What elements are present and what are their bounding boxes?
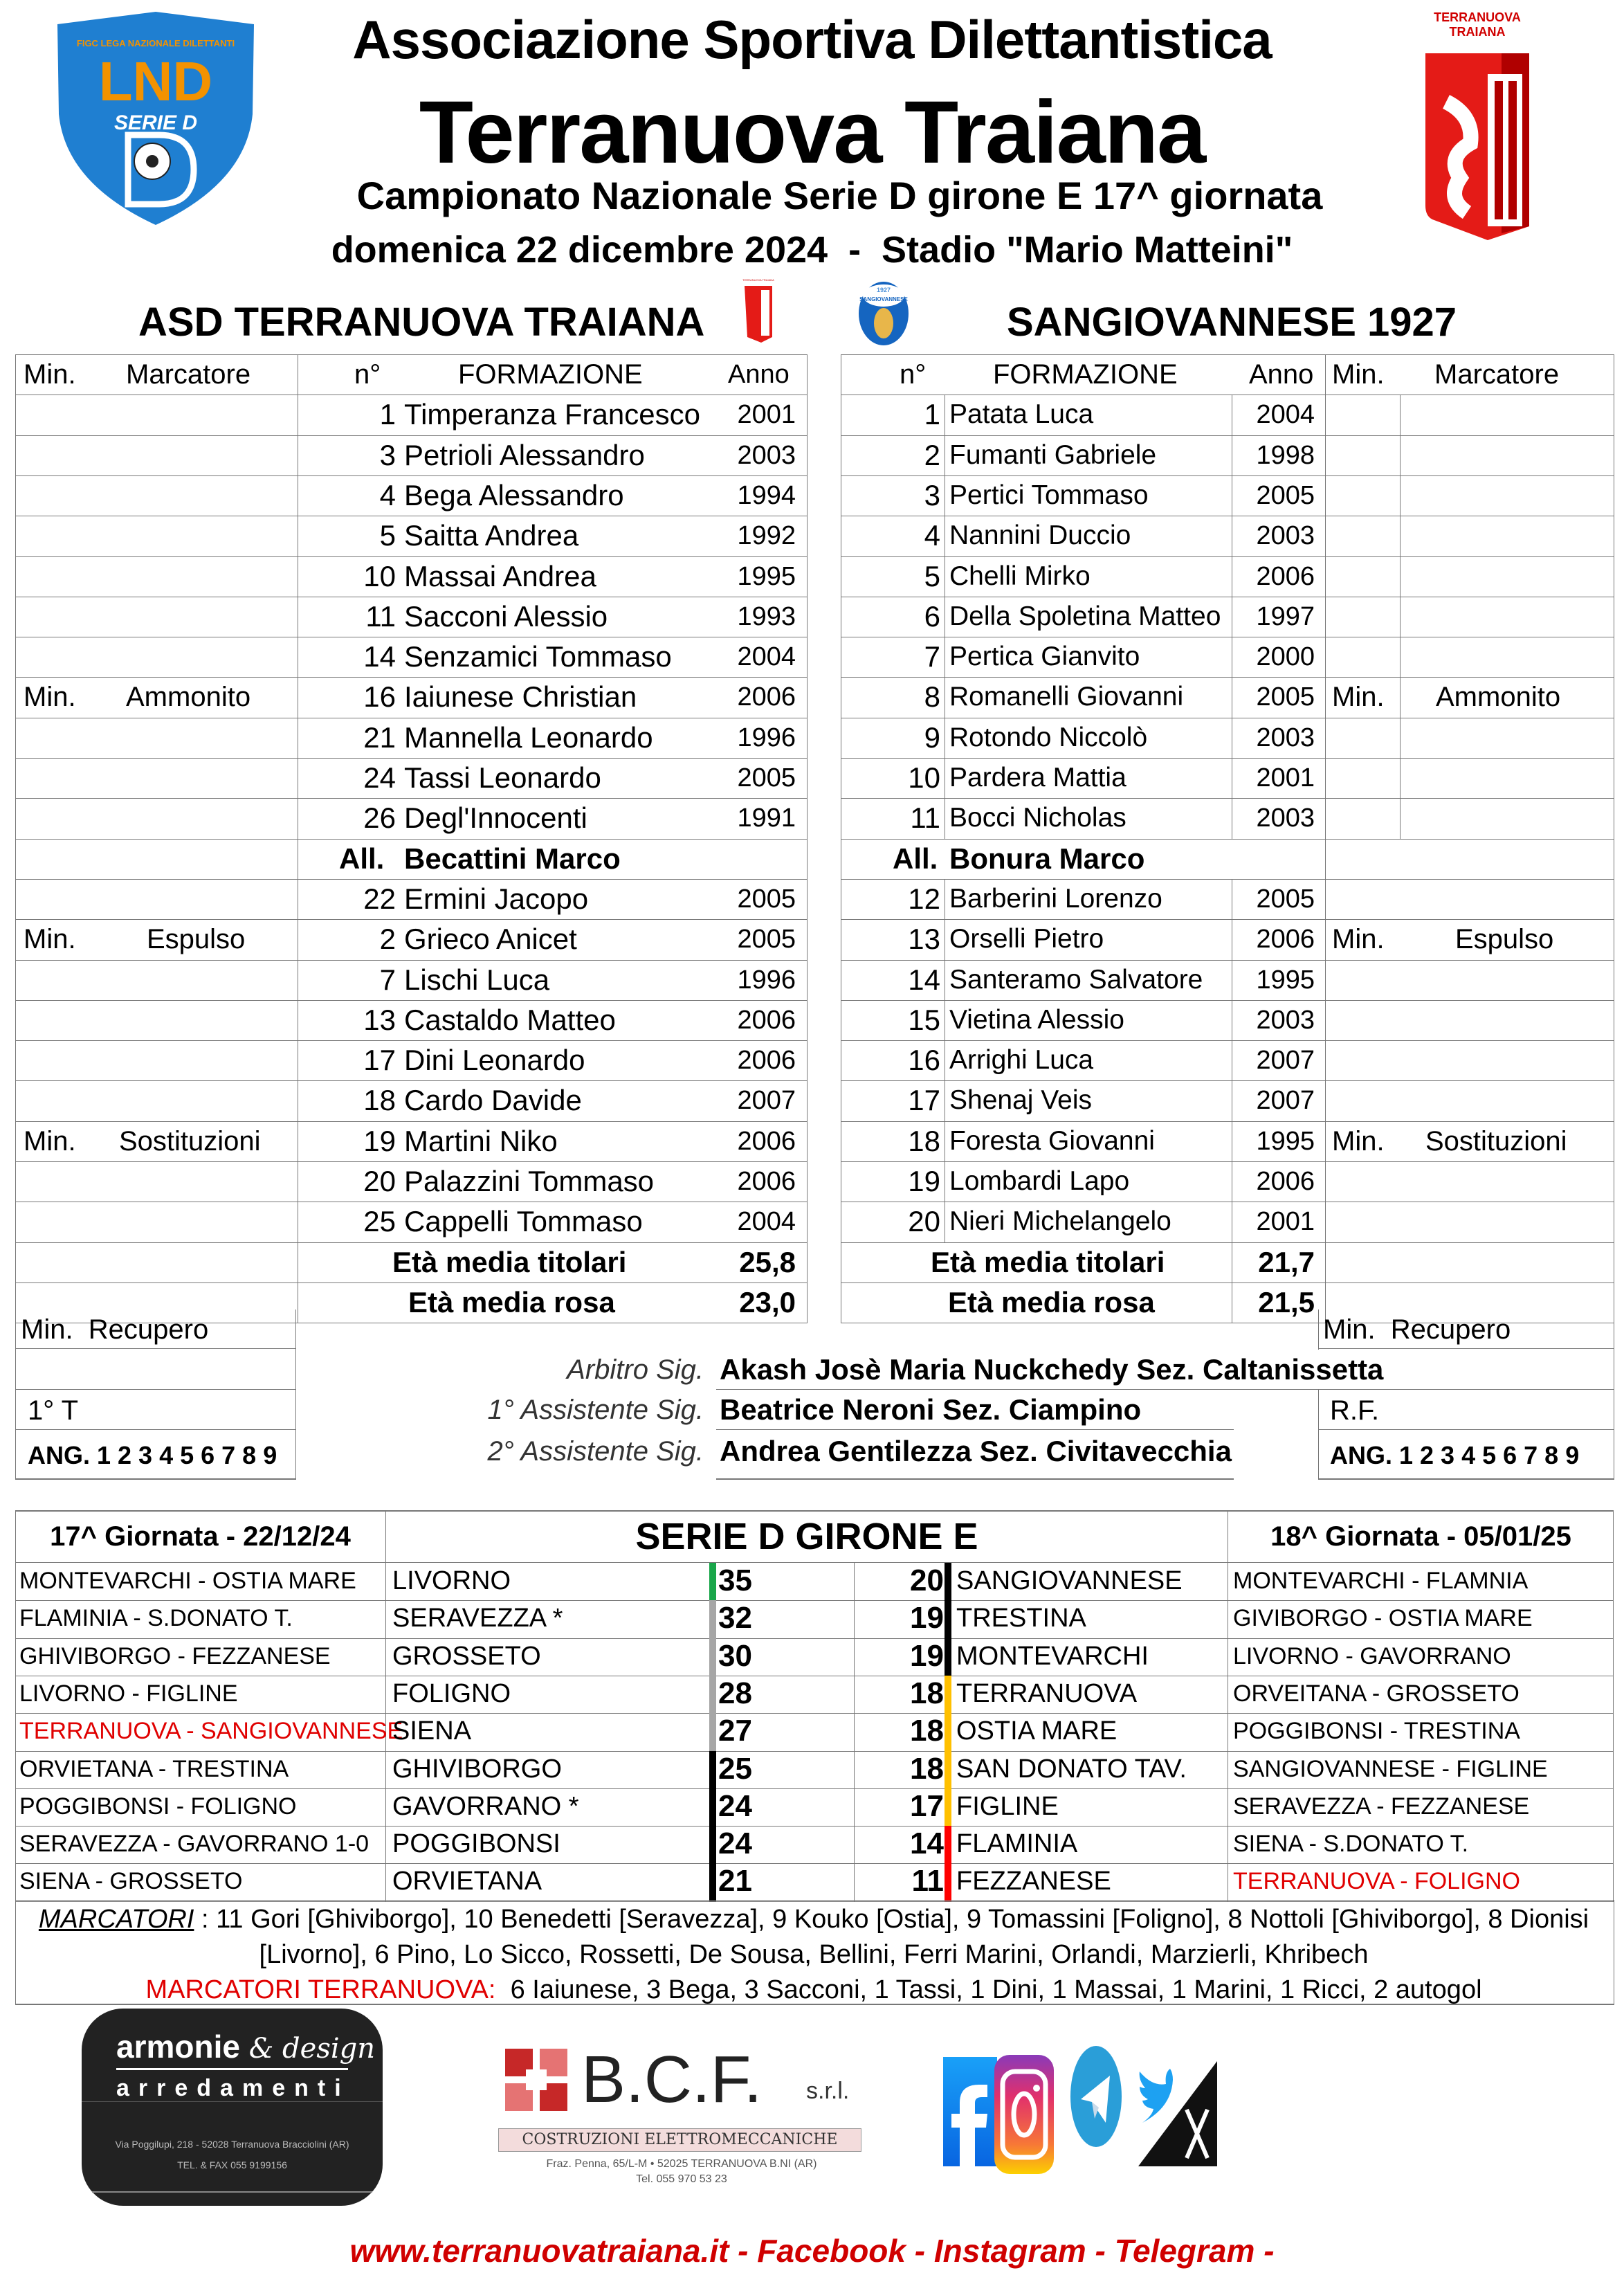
website-link[interactable]: www.terranuovatraiana.it - Facebook - Instagram - Telegram - (349, 2233, 1275, 2269)
player-number: 6 (924, 600, 940, 633)
player-year: 2001 (1256, 763, 1315, 792)
standings-team: SERAVEZZA * (392, 1604, 563, 1633)
prev-round-match: POGGIBONSI - FOLIGNO (19, 1793, 297, 1820)
club-crest (1405, 10, 1550, 225)
armonie-sub: arredamenti (116, 2075, 350, 2101)
away-header-marcatore: Marcatore (1434, 359, 1560, 390)
assistant2-label: 2° Assistente Sig. (487, 1436, 704, 1467)
home-lineup-table (15, 354, 808, 1318)
player-name: Dini Leonardo (404, 1044, 585, 1076)
player-number: 4 (379, 479, 396, 511)
header-championship: Campionato Nazionale Serie D girone E 17^ giornata (356, 174, 1323, 217)
standings-zone-bar (945, 1676, 951, 1714)
player-name: Grieco Anicet (404, 923, 577, 955)
first-half-label: 1° T (28, 1395, 79, 1426)
armonie-phone: TEL. & FAX 055 9199156 (177, 2159, 287, 2170)
player-year: 2004 (737, 642, 796, 671)
prev-round-match: FLAMINIA - S.DONATO T. (19, 1605, 293, 1631)
away-coach-name: Bonura Marco (949, 842, 1145, 875)
player-number: 3 (379, 439, 396, 471)
player-year: 2003 (1256, 521, 1315, 550)
standings-zone-bar (709, 1676, 716, 1714)
player-name: Degl'Innocenti (404, 801, 587, 834)
scorers-list-1: : 11 Gori [Ghiviborgo], 10 Benedetti [Seravezza], 9 Kouko [Ostia], 9 Tomassini [Foligno], 8 Nottoli [Ghiviborgo], 8 Dionisi (194, 1905, 1589, 1934)
team-scorers-line (15, 1975, 1612, 2005)
player-year: 2003 (1256, 723, 1315, 752)
player-name: Cardo Davide (404, 1084, 582, 1116)
home-header-formazione: FORMAZIONE (458, 359, 643, 390)
standings-zone-bar (709, 1788, 716, 1827)
player-name: Bega Alessandro (404, 479, 624, 511)
home-avg-squad-value: 23,0 (739, 1286, 796, 1318)
standings-points: 18 (910, 1714, 944, 1748)
player-year: 2004 (737, 1207, 796, 1236)
player-year: 2000 (1256, 642, 1315, 671)
header-date-stadium: domenica 22 dicembre 2024 - Stadio "Mario Matteini" (331, 229, 1293, 271)
away-min-label: Min. (1332, 1126, 1385, 1157)
sponsor-armonie-design[interactable] (82, 2009, 383, 2206)
player-name: Cappelli Tommaso (404, 1205, 643, 1238)
club-crest-caption: TERRANUOVA TRAIANA (1434, 10, 1521, 39)
player-year: 1992 (737, 521, 796, 550)
player-number: 20 (908, 1205, 940, 1238)
player-number: 3 (924, 479, 940, 511)
player-number: 1 (379, 398, 396, 430)
standings-team: GAVORRANO * (392, 1792, 579, 1821)
next-round-match: MONTEVARCHI - FLAMNIA (1233, 1568, 1529, 1594)
lnd-logo-caption: FIGC LEGA NAZIONALE DILETTANTI (76, 38, 235, 48)
player-number: 7 (379, 963, 396, 996)
armonie-brand: armonie (116, 2029, 240, 2065)
standings-zone-bar (945, 1788, 951, 1827)
standings-points: 19 (910, 1639, 944, 1673)
home-min-label: Min. (24, 1126, 76, 1157)
column-divider (807, 354, 808, 1323)
player-number: 18 (908, 1125, 940, 1157)
away-header-anno: Anno (1249, 359, 1314, 390)
column-divider (1325, 354, 1326, 1323)
column-divider (854, 1563, 855, 1901)
player-name: Nieri Michelangelo (949, 1206, 1171, 1236)
rf-label: R.F. (1330, 1395, 1380, 1426)
home-ammonito-label: Ammonito (126, 682, 251, 712)
bcf-srl: s.r.l. (806, 2078, 850, 2104)
away-avg-starters-value: 21,7 (1258, 1246, 1315, 1278)
player-number: 10 (908, 761, 940, 794)
header-association: Associazione Sportiva Dilettantistica (352, 9, 1272, 70)
player-name: Nannini Duccio (949, 520, 1131, 550)
player-number: 22 (363, 882, 396, 915)
player-year: 2004 (1256, 400, 1315, 429)
away-min-label: Min. (1332, 682, 1385, 712)
standings-points: 14 (910, 1827, 944, 1860)
player-name: Santeramo Salvatore (949, 965, 1203, 995)
next-round-match: SERAVEZZA - FEZZANESE (1233, 1793, 1530, 1820)
away-header-formazione: FORMAZIONE (993, 359, 1178, 390)
officials-section (15, 1309, 1614, 1483)
standings-team: OSTIA MARE (956, 1716, 1117, 1746)
player-year: 1997 (1256, 602, 1315, 631)
player-number: 26 (363, 801, 396, 834)
assistant1-label: 1° Assistente Sig. (487, 1395, 704, 1425)
home-coach-label: All. (339, 842, 385, 875)
standings-points: 32 (718, 1601, 752, 1635)
prev-round-match: TERRANUOVA - SANGIOVANNESE (19, 1718, 403, 1744)
prev-round-match: SIENA - GROSSETO (19, 1868, 243, 1894)
player-year: 2006 (1256, 562, 1315, 591)
away-espulso-label: Espulso (1455, 924, 1554, 954)
player-year: 1996 (737, 723, 796, 752)
bcf-name: B.C.F. (581, 2042, 763, 2117)
player-number: 2 (924, 439, 940, 471)
player-number: 19 (363, 1125, 396, 1157)
player-number: 19 (908, 1165, 940, 1197)
standings-points: 25 (718, 1752, 752, 1786)
player-name: Pardera Mattia (949, 763, 1126, 792)
header-club-name: Terranuova Traiana (419, 83, 1205, 182)
standings-team: FLAMINIA (956, 1829, 1078, 1858)
player-name: Senzamici Tommaso (404, 640, 672, 673)
prev-round-match: LIVORNO - FIGLINE (19, 1680, 238, 1707)
sponsor-bcf[interactable] (491, 2035, 879, 2215)
standings-team: GHIVIBORGO (392, 1755, 562, 1784)
away-coach-label: All. (893, 842, 938, 875)
away-team-name: SANGIOVANNESE 1927 (1007, 300, 1457, 345)
player-year: 2006 (737, 1127, 796, 1156)
player-number: 12 (908, 882, 940, 915)
player-year: 2006 (1256, 925, 1315, 954)
player-year: 2007 (1256, 1086, 1315, 1115)
player-year: 1993 (737, 602, 796, 631)
player-name: Foresta Giovanni (949, 1126, 1155, 1156)
away-small-crest-year: 1927 (876, 287, 891, 293)
next-round-match: LIVORNO - GAVORRANO (1233, 1643, 1511, 1669)
player-number: 18 (363, 1084, 396, 1116)
player-year: 2007 (1256, 1046, 1315, 1075)
player-year: 2006 (737, 1046, 796, 1075)
scorers-line1 (15, 1905, 1612, 1934)
referee-label: Arbitro Sig. (567, 1354, 704, 1385)
player-year: 2006 (737, 1006, 796, 1035)
standings-points: 17 (910, 1789, 944, 1823)
standings-team: MONTEVARCHI (956, 1642, 1149, 1671)
standings-team: TERRANUOVA (956, 1679, 1138, 1708)
next-round-match: SIENA - S.DONATO T. (1233, 1831, 1469, 1857)
home-small-crest-caption: TERRANUOVA TRAIANA (742, 278, 774, 282)
player-year: 1994 (737, 481, 796, 510)
player-name: Massai Andrea (404, 560, 596, 592)
player-number: 5 (379, 519, 396, 552)
next-round-match: SANGIOVANNESE - FIGLINE (1233, 1756, 1548, 1782)
assistant2-name: Andrea Gentilezza Sez. Civitavecchia (720, 1435, 1232, 1467)
player-name: Orselli Pietro (949, 924, 1104, 954)
standings-points: 19 (910, 1601, 944, 1635)
player-name: Vietina Alessio (949, 1005, 1124, 1035)
telegram-icon[interactable] (1070, 2045, 1122, 2148)
next-round-match: TERRANUOVA - FOLIGNO (1233, 1868, 1520, 1894)
player-name: Della Spoletina Matteo (949, 601, 1221, 631)
standings-points: 11 (911, 1864, 944, 1898)
standings-team: SANGIOVANNESE (956, 1566, 1183, 1595)
player-name: Lischi Luca (404, 963, 550, 996)
referee-name: Akash Josè Maria Nuckchedy Sez. Caltanissetta (720, 1353, 1384, 1386)
player-name: Petrioli Alessandro (404, 439, 645, 471)
team-scorers-list: 6 Iaiunese, 3 Bega, 3 Sacconi, 1 Tassi, 1 Dini, 1 Massai, 1 Marini, 1 Ricci, 2 autogol (495, 1975, 1482, 2004)
player-name: Lombardi Lapo (949, 1166, 1130, 1196)
player-name: Sacconi Alessio (404, 600, 608, 633)
standings-zone-bar (709, 1826, 716, 1864)
player-number: 11 (910, 801, 940, 834)
player-name: Rotondo Niccolò (949, 723, 1148, 752)
facebook-icon[interactable] (943, 2057, 997, 2166)
standings-team: LIVORNO (392, 1566, 511, 1595)
standings-points: 18 (910, 1676, 944, 1710)
standings-team: SAN DONATO TAV. (956, 1755, 1187, 1784)
standings-zone-bar (945, 1826, 951, 1864)
home-min-label: Min. (24, 682, 76, 712)
player-year: 2001 (737, 400, 796, 429)
standings-points: 21 (718, 1864, 752, 1898)
player-year: 2005 (737, 885, 796, 914)
home-avg-squad-label: Età media rosa (408, 1286, 615, 1318)
player-name: Martini Niko (404, 1125, 558, 1157)
player-number: 20 (363, 1165, 396, 1197)
away-small-crest (856, 280, 911, 346)
player-number: 4 (924, 519, 940, 552)
player-name: Iaiunese Christian (404, 680, 637, 713)
player-name: Pertica Gianvito (949, 642, 1140, 671)
standings-title: SERIE D GIRONE E (635, 1516, 978, 1557)
away-avg-squad-label: Età media rosa (948, 1286, 1155, 1318)
bcf-phone: Tel. 055 970 53 23 (636, 2173, 727, 2185)
player-number: 8 (924, 680, 940, 713)
player-number: 2 (379, 923, 396, 955)
team-scorers-label: MARCATORI TERRANUOVA: (145, 1975, 496, 2004)
home-team-name: ASD TERRANUOVA TRAIANA (138, 300, 705, 345)
standings-points: 20 (910, 1564, 944, 1597)
standings-team: TRESTINA (956, 1604, 1086, 1633)
player-year: 2005 (1256, 481, 1315, 510)
player-number: 13 (363, 1004, 396, 1036)
column-divider (1400, 395, 1401, 839)
player-name: Ermini Jacopo (404, 882, 589, 915)
standings-zone-bar (709, 1863, 716, 1901)
player-name: Saitta Andrea (404, 519, 579, 552)
away-small-crest-name: SANGIOVANNESE (859, 296, 908, 302)
player-name: Barberini Lorenzo (949, 884, 1162, 914)
x-icon[interactable] (1138, 2061, 1217, 2166)
away-min-label: Min. (1332, 924, 1385, 954)
prev-round-match: GHIVIBORGO - FEZZANESE (19, 1643, 331, 1669)
player-year: 2006 (737, 682, 796, 711)
armonie-name (116, 2028, 375, 2065)
player-number: 14 (363, 640, 396, 673)
player-year: 2003 (1256, 1006, 1315, 1035)
next-round-match: ORVEITANA - GROSSETO (1233, 1680, 1520, 1707)
player-year: 2007 (737, 1086, 796, 1115)
away-avg-squad-value: 21,5 (1258, 1286, 1315, 1318)
corners-right[interactable]: ANG. 1 2 3 4 5 6 7 8 9 (1330, 1441, 1580, 1469)
player-name: Timperanza Francesco (404, 398, 700, 430)
player-number: 21 (363, 721, 396, 754)
standings-zone-bar (945, 1600, 951, 1638)
prev-round-match: MONTEVARCHI - OSTIA MARE (19, 1568, 356, 1594)
home-header-num: n° (354, 359, 381, 390)
player-name: Arrighi Luca (949, 1045, 1094, 1075)
player-number: 9 (924, 721, 940, 754)
player-number: 1 (924, 398, 940, 430)
standings-table (15, 1510, 1614, 1901)
away-header-min: Min. (1332, 359, 1385, 390)
player-name: Pertici Tommaso (949, 480, 1149, 510)
standings-zone-bar (945, 1713, 951, 1751)
home-header-marcatore: Marcatore (126, 359, 251, 390)
player-name: Tassi Leonardo (404, 761, 601, 794)
prev-round-title: 17^ Giornata - 22/12/24 (50, 1521, 351, 1552)
standings-zone-bar (945, 1863, 951, 1901)
player-name: Patata Luca (949, 399, 1094, 429)
home-sostituzioni-label: Sostituzioni (119, 1126, 261, 1157)
scorers-label: MARCATORI (38, 1905, 194, 1934)
player-number: 17 (908, 1084, 940, 1116)
home-coach-name: Becattini Marco (404, 842, 621, 875)
player-year: 2005 (737, 763, 796, 792)
player-year: 2006 (737, 1167, 796, 1196)
prev-round-match: SERAVEZZA - GAVORRANO 1-0 (19, 1831, 369, 1857)
player-year: 2003 (737, 441, 796, 470)
standings-zone-bar (709, 1600, 716, 1638)
corners-left[interactable]: ANG. 1 2 3 4 5 6 7 8 9 (28, 1441, 277, 1469)
prev-round-match: ORVIETANA - TRESTINA (19, 1756, 289, 1782)
armonie-address: Via Poggilupi, 218 - 52028 Terranuova Bracciolini (AR) (115, 2139, 349, 2150)
player-number: 15 (908, 1004, 940, 1036)
player-year: 1995 (1256, 1127, 1315, 1156)
bcf-address: Fraz. Penna, 65/L-M • 52025 TERRANUOVA B.NI (AR) (546, 2158, 817, 2170)
player-name: Romanelli Giovanni (949, 682, 1184, 711)
standings-team: FEZZANESE (956, 1867, 1111, 1896)
player-name: Palazzini Tommaso (404, 1165, 655, 1197)
player-year: 2006 (1256, 1167, 1315, 1196)
next-round-match: POGGIBONSI - TRESTINA (1233, 1718, 1520, 1744)
standings-zone-bar (709, 1713, 716, 1751)
player-year: 2005 (1256, 885, 1315, 914)
player-year: 1995 (737, 562, 796, 591)
standings-points: 27 (718, 1714, 752, 1748)
player-number: 24 (363, 761, 396, 794)
standings-points: 28 (718, 1676, 752, 1710)
player-name: Mannella Leonardo (404, 721, 653, 754)
standings-zone-bar (945, 1563, 951, 1601)
standings-team: ORVIETANA (392, 1867, 542, 1896)
recupero-left-label: Min. Recupero (21, 1314, 209, 1345)
standings-zone-bar (709, 1638, 716, 1676)
player-year: 1991 (737, 804, 796, 833)
player-year: 1998 (1256, 441, 1315, 470)
standings-team: GROSSETO (392, 1642, 541, 1671)
player-year: 2005 (1256, 682, 1315, 711)
standings-points: 18 (910, 1752, 944, 1786)
player-year: 2003 (1256, 804, 1315, 833)
player-number: 13 (908, 923, 940, 955)
standings-points: 35 (718, 1564, 752, 1597)
player-number: 16 (908, 1044, 940, 1076)
away-ammonito-label: Ammonito (1436, 682, 1561, 712)
player-name: Bocci Nicholas (949, 803, 1126, 833)
home-header-min: Min. (24, 359, 76, 390)
player-year: 1995 (1256, 966, 1315, 995)
player-name: Chelli Mirko (949, 561, 1091, 591)
away-header-num: n° (900, 359, 927, 390)
home-espulso-label: Espulso (147, 924, 246, 954)
player-name: Shenaj Veis (949, 1085, 1092, 1115)
scorers-line2: [Livorno], 6 Pino, Lo Sicco, Rossetti, De Sousa, Bellini, Ferri Marini, Orlandi, Marzierli, Khribech (259, 1940, 1369, 1969)
away-lineup-table (841, 354, 1614, 1318)
column-divider (15, 354, 16, 1323)
player-number: 16 (363, 680, 396, 713)
player-number: 11 (365, 600, 396, 633)
armonie-script: & design (248, 2033, 376, 2065)
standings-zone-bar (709, 1563, 716, 1601)
player-name: Fumanti Gabriele (949, 440, 1157, 470)
player-number: 25 (363, 1205, 396, 1238)
player-number: 5 (924, 560, 940, 592)
away-sostituzioni-label: Sostituzioni (1425, 1126, 1567, 1157)
standings-points: 24 (718, 1789, 752, 1823)
player-year: 1996 (737, 966, 796, 995)
recupero-right-label: Min. Recupero (1323, 1314, 1511, 1345)
home-avg-starters-value: 25,8 (739, 1246, 796, 1278)
standings-team: FIGLINE (956, 1792, 1059, 1821)
standings-points: 24 (718, 1827, 752, 1860)
player-year: 2001 (1256, 1207, 1315, 1236)
lnd-logo-letters: LND (98, 51, 213, 112)
standings-team: POGGIBONSI (392, 1829, 560, 1858)
home-min-label: Min. (24, 924, 76, 954)
bcf-logo-icon (498, 2042, 581, 2118)
standings-zone-bar (709, 1751, 716, 1789)
home-small-crest (742, 278, 775, 344)
player-number: 17 (363, 1044, 396, 1076)
player-name: Castaldo Matteo (404, 1004, 616, 1036)
standings-team: SIENA (392, 1716, 472, 1746)
player-number: 7 (924, 640, 940, 673)
standings-zone-bar (945, 1638, 951, 1676)
standings-points: 30 (718, 1639, 752, 1673)
home-header-anno: Anno (728, 360, 790, 389)
next-round-title: 18^ Giornata - 05/01/25 (1270, 1521, 1571, 1552)
away-avg-starters-label: Età media titolari (931, 1246, 1165, 1278)
bcf-tagline: COSTRUZIONI ELETTROMECCANICHE (498, 2128, 861, 2152)
standings-zone-bar (945, 1751, 951, 1789)
player-year: 2005 (737, 925, 796, 954)
lnd-logo-serie: SERIE D (113, 111, 198, 134)
player-number: 10 (363, 560, 396, 592)
instagram-icon[interactable] (994, 2055, 1054, 2174)
next-round-match: GIVIBORGO - OSTIA MARE (1233, 1605, 1533, 1631)
home-avg-starters-label: Età media titolari (392, 1246, 627, 1278)
player-number: 14 (908, 963, 940, 996)
standings-team: FOLIGNO (392, 1679, 511, 1708)
assistant1-name: Beatrice Neroni Sez. Ciampino (720, 1393, 1142, 1426)
